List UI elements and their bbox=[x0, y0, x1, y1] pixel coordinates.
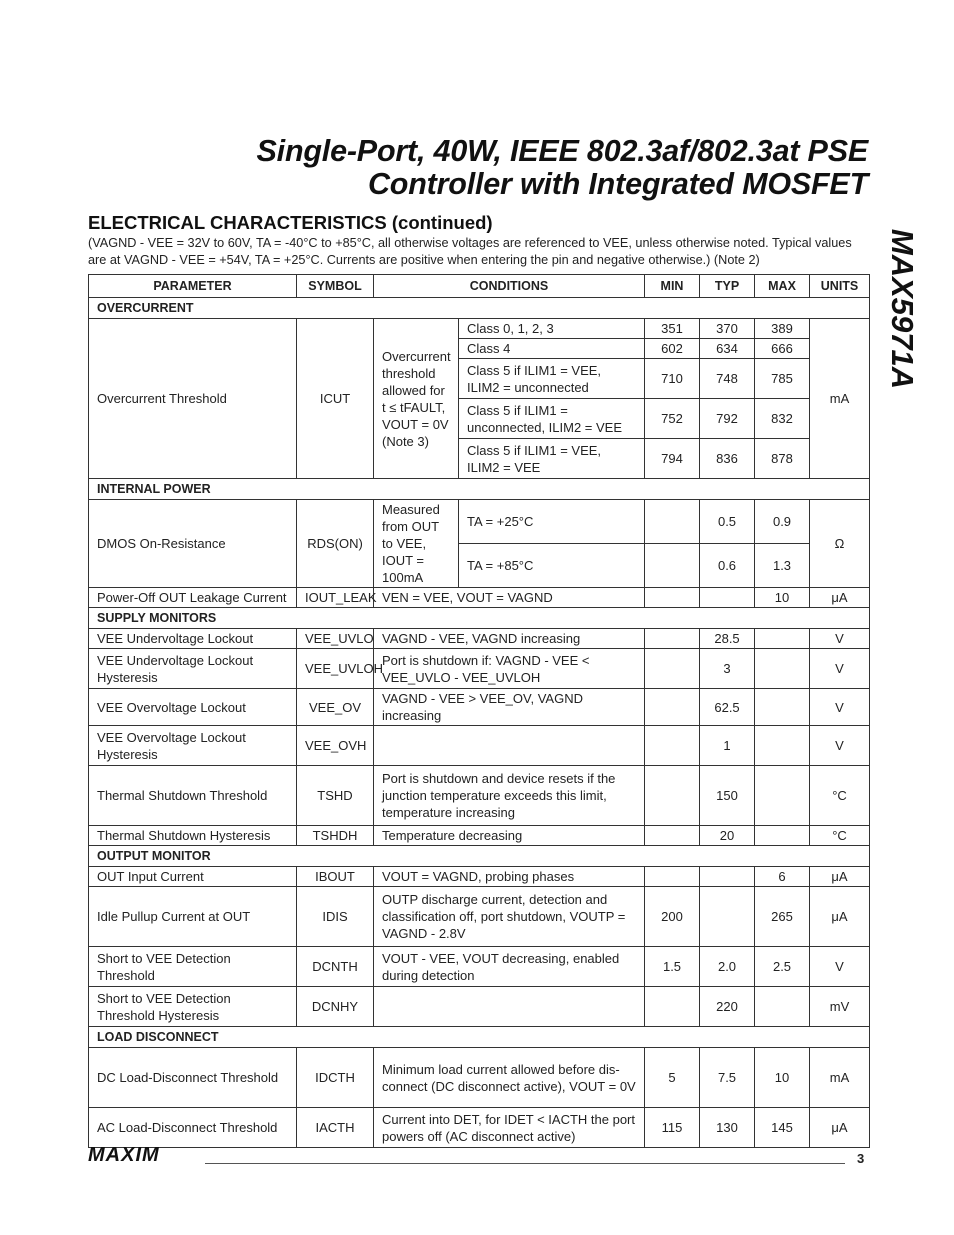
header-parameter: PARAMETER bbox=[89, 275, 297, 298]
header-min: MIN bbox=[645, 275, 700, 298]
units-cell: V bbox=[810, 947, 870, 987]
table-row bbox=[89, 987, 870, 1027]
typ-cell: 28.5 bbox=[700, 629, 755, 649]
max-cell: 878 bbox=[755, 439, 810, 479]
symbol-cell: VEE_UVLO bbox=[297, 629, 374, 649]
min-cell: 710 bbox=[645, 359, 700, 399]
typ-cell bbox=[700, 867, 755, 887]
typ-cell: 370 bbox=[700, 319, 755, 339]
condition-cell: TA = +25°C bbox=[459, 500, 645, 544]
typ-cell: 150 bbox=[700, 766, 755, 826]
condition-cell: Measured from OUT to VEE, IOUT = 100mA bbox=[374, 500, 459, 588]
min-cell bbox=[645, 588, 700, 608]
part-number: MAX5971A bbox=[885, 228, 920, 390]
max-cell: 265 bbox=[755, 887, 810, 947]
parameter-cell: Thermal Shutdown Hysteresis bbox=[89, 826, 297, 846]
max-cell bbox=[755, 629, 810, 649]
table-row bbox=[89, 629, 870, 649]
units-cell: μA bbox=[810, 1108, 870, 1148]
min-cell: 5 bbox=[645, 1048, 700, 1108]
section-output-monitor: OUTPUT MONITOR bbox=[89, 846, 870, 867]
parameter-cell: VEE Overvoltage Lockout bbox=[89, 689, 297, 726]
symbol-cell: DCNHY bbox=[297, 987, 374, 1027]
units-cell: mV bbox=[810, 987, 870, 1027]
table-row bbox=[89, 689, 870, 726]
section-row bbox=[89, 298, 870, 319]
section-internal-power: INTERNAL POWER bbox=[89, 479, 870, 500]
header-units: UNITS bbox=[810, 275, 870, 298]
condition-cell: Temperature decreasing bbox=[374, 826, 645, 846]
parameter-cell: VEE Undervoltage Lockout Hysteresis bbox=[89, 649, 297, 689]
table-row bbox=[89, 867, 870, 887]
symbol-cell: TSHD bbox=[297, 766, 374, 826]
max-cell bbox=[755, 649, 810, 689]
min-cell bbox=[645, 500, 700, 544]
typ-cell: 836 bbox=[700, 439, 755, 479]
parameter-cell: Idle Pullup Current at OUT bbox=[89, 887, 297, 947]
table-row bbox=[89, 1108, 870, 1148]
min-cell bbox=[645, 544, 700, 588]
max-cell bbox=[755, 689, 810, 726]
condition-cell: VEN = VEE, VOUT = VAGND bbox=[374, 588, 645, 608]
max-cell bbox=[755, 987, 810, 1027]
section-row bbox=[89, 1027, 870, 1048]
condition-cell: Current into DET, for IDET < IACTH the port powers off (AC disconnect active) bbox=[374, 1108, 645, 1148]
header-max: MAX bbox=[755, 275, 810, 298]
typ-cell: 7.5 bbox=[700, 1048, 755, 1108]
max-cell bbox=[755, 726, 810, 766]
table-row bbox=[89, 887, 870, 947]
condition-cell: Overcurrent threshold allowed for t ≤ tFAULT, VOUT = 0V (Note 3) bbox=[374, 319, 459, 479]
symbol-cell: IACTH bbox=[297, 1108, 374, 1148]
units-cell: V bbox=[810, 689, 870, 726]
max-cell: 1.3 bbox=[755, 544, 810, 588]
condition-cell: VOUT = VAGND, probing phases bbox=[374, 867, 645, 887]
condition-cell bbox=[374, 726, 645, 766]
symbol-cell: DCNTH bbox=[297, 947, 374, 987]
units-cell: mA bbox=[810, 319, 870, 479]
parameter-cell: DMOS On-Resistance bbox=[89, 500, 297, 588]
symbol-cell: IBOUT bbox=[297, 867, 374, 887]
min-cell: 1.5 bbox=[645, 947, 700, 987]
max-cell: 10 bbox=[755, 1048, 810, 1108]
condition-cell: Class 0, 1, 2, 3 bbox=[459, 319, 645, 339]
symbol-cell: VEE_OVH bbox=[297, 726, 374, 766]
parameter-cell: VEE Undervoltage Lockout bbox=[89, 629, 297, 649]
typ-cell: 2.0 bbox=[700, 947, 755, 987]
title-line-1: Single-Port, 40W, IEEE 802.3af/802.3at PSE bbox=[256, 134, 868, 168]
typ-cell: 0.5 bbox=[700, 500, 755, 544]
condition-cell: Minimum load current allowed before dis-connect (DC disconnect active), VOUT = 0V bbox=[374, 1048, 645, 1108]
parameter-cell: Short to VEE Detection Threshold Hysteresis bbox=[89, 987, 297, 1027]
symbol-cell: VEE_OV bbox=[297, 689, 374, 726]
min-cell: 115 bbox=[645, 1108, 700, 1148]
units-cell: μA bbox=[810, 588, 870, 608]
min-cell: 351 bbox=[645, 319, 700, 339]
max-cell bbox=[755, 766, 810, 826]
min-cell: 200 bbox=[645, 887, 700, 947]
table-row bbox=[89, 1048, 870, 1108]
condition-cell: Class 5 if ILIM1 = VEE, ILIM2 = VEE bbox=[459, 439, 645, 479]
header-typ: TYP bbox=[700, 275, 755, 298]
min-cell: 752 bbox=[645, 399, 700, 439]
units-cell: °C bbox=[810, 826, 870, 846]
max-cell: 0.9 bbox=[755, 500, 810, 544]
min-cell bbox=[645, 987, 700, 1027]
page-number: 3 bbox=[857, 1151, 865, 1166]
section-heading: ELECTRICAL CHARACTERISTICS (continued) bbox=[88, 212, 493, 233]
table-row bbox=[89, 947, 870, 987]
parameter-cell: OUT Input Current bbox=[89, 867, 297, 887]
parameter-cell: AC Load-Disconnect Threshold bbox=[89, 1108, 297, 1148]
condition-cell: Class 5 if ILIM1 = unconnected, ILIM2 = VEE bbox=[459, 399, 645, 439]
units-cell: V bbox=[810, 649, 870, 689]
section-row bbox=[89, 479, 870, 500]
electrical-characteristics-table bbox=[88, 274, 870, 1148]
units-cell: Ω bbox=[810, 500, 870, 588]
symbol-cell: ICUT bbox=[297, 319, 374, 479]
table-row bbox=[89, 500, 870, 544]
symbol-cell: VEE_UVLOH bbox=[297, 649, 374, 689]
max-cell: 389 bbox=[755, 319, 810, 339]
conditions-note: (VAGND - VEE = 32V to 60V, TA = -40°C to +85°C, all otherwise voltages are referenced to VEE, unless otherwise noted. Typical values are at VAGND - VEE = +54V, TA = +25°C. Currents are positive when entering the pin and negative otherwise.) (Note 2) bbox=[88, 236, 852, 267]
units-cell: V bbox=[810, 726, 870, 766]
section-overcurrent: OVERCURRENT bbox=[89, 298, 870, 319]
max-cell bbox=[755, 826, 810, 846]
condition-cell: VAGND - VEE, VAGND increasing bbox=[374, 629, 645, 649]
symbol-cell: TSHDH bbox=[297, 826, 374, 846]
min-cell bbox=[645, 649, 700, 689]
maxim-logo bbox=[88, 1144, 200, 1171]
section-load-disconnect: LOAD DISCONNECT bbox=[89, 1027, 870, 1048]
parameter-cell: Thermal Shutdown Threshold bbox=[89, 766, 297, 826]
typ-cell: 748 bbox=[700, 359, 755, 399]
condition-cell: Port is shutdown and device resets if the junction temperature exceeds this limit, temperature increasing bbox=[374, 766, 645, 826]
header-symbol: SYMBOL bbox=[297, 275, 374, 298]
units-cell: μA bbox=[810, 867, 870, 887]
max-cell: 832 bbox=[755, 399, 810, 439]
table-row bbox=[89, 649, 870, 689]
typ-cell: 130 bbox=[700, 1108, 755, 1148]
document-title bbox=[257, 135, 868, 201]
max-cell: 6 bbox=[755, 867, 810, 887]
typ-cell: 792 bbox=[700, 399, 755, 439]
parameter-cell: DC Load-Disconnect Threshold bbox=[89, 1048, 297, 1108]
condition-cell: VAGND - VEE > VEE_OV, VAGND increasing bbox=[374, 689, 645, 726]
typ-cell: 220 bbox=[700, 987, 755, 1027]
parameter-cell: Power-Off OUT Leakage Current bbox=[89, 588, 297, 608]
condition-cell: OUTP discharge current, detection and classification off, port shutdown, VOUTP = VAGND - 2.8V bbox=[374, 887, 645, 947]
units-cell: °C bbox=[810, 766, 870, 826]
table-row bbox=[89, 826, 870, 846]
typ-cell bbox=[700, 887, 755, 947]
min-cell: 602 bbox=[645, 339, 700, 359]
section-row bbox=[89, 608, 870, 629]
typ-cell: 634 bbox=[700, 339, 755, 359]
title-line-2: Controller with Integrated MOSFET bbox=[367, 167, 868, 201]
min-cell bbox=[645, 766, 700, 826]
max-cell: 145 bbox=[755, 1108, 810, 1148]
footer-rule bbox=[205, 1163, 845, 1164]
symbol-cell: RDS(ON) bbox=[297, 500, 374, 588]
min-cell: 794 bbox=[645, 439, 700, 479]
min-cell bbox=[645, 726, 700, 766]
parameter-cell: VEE Overvoltage Lockout Hysteresis bbox=[89, 726, 297, 766]
table-header-row bbox=[89, 275, 870, 298]
header-conditions: CONDITIONS bbox=[374, 275, 645, 298]
parameter-cell: Overcurrent Threshold bbox=[89, 319, 297, 479]
logo-text: MAXIM bbox=[88, 1144, 160, 1166]
condition-cell: Port is shutdown if: VAGND - VEE < VEE_UVLO - VEE_UVLOH bbox=[374, 649, 645, 689]
condition-cell: Class 5 if ILIM1 = VEE, ILIM2 = unconnected bbox=[459, 359, 645, 399]
table-row bbox=[89, 319, 870, 339]
units-cell: V bbox=[810, 629, 870, 649]
min-cell bbox=[645, 826, 700, 846]
table-row bbox=[89, 726, 870, 766]
max-cell: 10 bbox=[755, 588, 810, 608]
condition-cell bbox=[374, 987, 645, 1027]
condition-cell: TA = +85°C bbox=[459, 544, 645, 588]
table-row bbox=[89, 588, 870, 608]
units-cell: μA bbox=[810, 887, 870, 947]
maxim-logo-mark bbox=[88, 1144, 200, 1166]
min-cell bbox=[645, 867, 700, 887]
symbol-cell: IDCTH bbox=[297, 1048, 374, 1108]
typ-cell: 20 bbox=[700, 826, 755, 846]
condition-cell: VOUT - VEE, VOUT decreasing, enabled during detection bbox=[374, 947, 645, 987]
typ-cell: 0.6 bbox=[700, 544, 755, 588]
typ-cell: 62.5 bbox=[700, 689, 755, 726]
typ-cell: 1 bbox=[700, 726, 755, 766]
section-supply-monitors: SUPPLY MONITORS bbox=[89, 608, 870, 629]
symbol-cell: IOUT_LEAK bbox=[297, 588, 374, 608]
max-cell: 666 bbox=[755, 339, 810, 359]
table-row bbox=[89, 766, 870, 826]
symbol-cell: IDIS bbox=[297, 887, 374, 947]
min-cell bbox=[645, 689, 700, 726]
part-number-vertical bbox=[872, 214, 932, 404]
typ-cell: 3 bbox=[700, 649, 755, 689]
min-cell bbox=[645, 629, 700, 649]
typ-cell bbox=[700, 588, 755, 608]
max-cell: 2.5 bbox=[755, 947, 810, 987]
max-cell: 785 bbox=[755, 359, 810, 399]
section-row bbox=[89, 846, 870, 867]
condition-cell: Class 4 bbox=[459, 339, 645, 359]
units-cell: mA bbox=[810, 1048, 870, 1108]
parameter-cell: Short to VEE Detection Threshold bbox=[89, 947, 297, 987]
